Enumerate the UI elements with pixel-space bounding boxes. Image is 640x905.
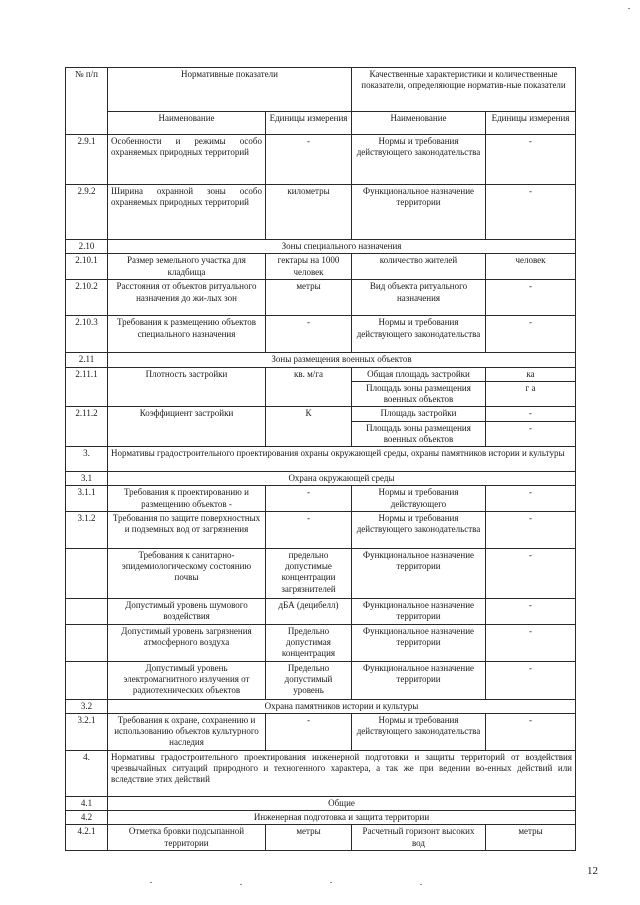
section-row (66, 353, 576, 367)
scan-speck (330, 882, 332, 883)
row-unit: - (266, 135, 352, 185)
row-number: 2.10.3 (66, 316, 108, 353)
row-char-unit: - (486, 421, 576, 447)
row-number: 4.1 (66, 796, 108, 810)
row-unit: - (266, 713, 352, 750)
row-number: 2.10.2 (66, 280, 108, 316)
row-characteristic: Функциональное назначение территории (352, 661, 486, 699)
row-unit: километры (266, 185, 352, 240)
table-row (66, 624, 576, 661)
row-characteristic: Нормы и требования действующего (352, 486, 486, 512)
table-row (66, 713, 576, 750)
header-num: № п/п (66, 68, 108, 135)
row-char-unit: - (486, 548, 576, 598)
table-row (66, 661, 576, 699)
table-row (66, 825, 576, 851)
row-char-unit: - (486, 407, 576, 421)
row-number: 3.1.1 (66, 486, 108, 512)
scan-speck (420, 884, 422, 885)
section-title: Зоны размещения военных объектов (108, 353, 576, 367)
row-number: 4.2.1 (66, 825, 108, 851)
header-name: Наименование (108, 112, 266, 135)
row-name: Размер земельного участка для кладбища (108, 254, 266, 280)
row-char-unit: - (486, 624, 576, 661)
table-row (66, 135, 576, 185)
norms-table (65, 67, 576, 851)
row-characteristic: Расчетный горизонт высоких вод (352, 825, 486, 851)
row-unit: метры (266, 825, 352, 851)
row-unit: дБА (децибелл) (266, 598, 352, 624)
wide-text: Нормативы градостроительного проектирования инженерной подготовки и защиты территорий от воздействия чрезвычайных ситуаций природного и техногенного характера, а так же при ведении во-енных действий или вследствие этих действий (108, 750, 576, 796)
row-unit: метры (266, 280, 352, 316)
row-number: 3. (66, 447, 108, 472)
row-unit: - (266, 486, 352, 512)
header-norm-indicators: Нормативные показатели (108, 68, 352, 112)
section-row (66, 240, 576, 254)
row-characteristic: Нормы и требования действующего законодательства (352, 135, 486, 185)
row-char-unit: - (486, 511, 576, 548)
row-characteristic: Площадь зоны размещения военных объектов (352, 421, 486, 447)
row-name: Допустимый уровень шумового воздействия (108, 598, 266, 624)
row-name: Допустимый уровень загрязнения атмосферного воздуха (108, 624, 266, 661)
row-char-unit: - (486, 316, 576, 353)
header-units2: Единицы измерения (486, 112, 576, 135)
row-characteristic: Нормы и требования действующего законодательства (352, 713, 486, 750)
section-row (66, 699, 576, 713)
row-characteristic: Нормы и требования действующего законодательства (352, 511, 486, 548)
section-title: Охрана памятников истории и культуры (108, 699, 576, 713)
scan-speck (150, 882, 152, 883)
row-name: Требования к санитарно-эпидемиологическому состоянию почвы (108, 548, 266, 598)
row-char-unit: - (486, 713, 576, 750)
row-char-unit: - (486, 598, 576, 624)
row-char-unit: - (486, 661, 576, 699)
row-characteristic: Общая площадь застройки (352, 367, 486, 381)
section-row (66, 796, 576, 810)
row-unit: К (266, 407, 352, 447)
header-row (66, 68, 576, 112)
row-unit: Предельно допустимый уровень (266, 661, 352, 699)
row-number: 3.1.2 (66, 511, 108, 548)
row-characteristic: Функциональное назначение территории (352, 548, 486, 598)
section-title: Инженерная подготовка и защита территории (108, 811, 576, 825)
table-row (66, 598, 576, 624)
table-row (66, 316, 576, 353)
row-unit: Предельно допустимая концентрация (266, 624, 352, 661)
row-name: Коэффициент застройки (108, 407, 266, 447)
row-characteristic: Нормы и требования действующего законодательства (352, 316, 486, 353)
row-unit: кв. м/га (266, 367, 352, 407)
row-number (66, 598, 108, 624)
section-row (66, 472, 576, 486)
row-char-unit: - (486, 486, 576, 512)
row-number: 2.11.2 (66, 407, 108, 447)
row-name: Отметка бровки подсыпанной территории (108, 825, 266, 851)
row-char-unit: человек (486, 254, 576, 280)
table-row (66, 367, 576, 381)
row-name: Особенности и режимы особо охраняемых природных территорий (108, 135, 266, 185)
row-name: Требования по защите поверхностных и подземных вод от загрязнения (108, 511, 266, 548)
section-title: Зоны специального назначения (108, 240, 576, 254)
wide-row (66, 750, 576, 796)
section-title: Общие (108, 796, 576, 810)
row-unit: - (266, 316, 352, 353)
row-name: Расстояния от объектов ритуального назначения до жи-лых зон (108, 280, 266, 316)
row-number: 2.10.1 (66, 254, 108, 280)
row-char-unit: - (486, 280, 576, 316)
row-characteristic: Функциональное назначение территории (352, 598, 486, 624)
section-row (66, 811, 576, 825)
section-title: Охрана окружающей среды (108, 472, 576, 486)
row-unit: гектары на 1000 человек (266, 254, 352, 280)
row-number: 3.2 (66, 699, 108, 713)
row-name: Плотность застройки (108, 367, 266, 407)
row-number (66, 548, 108, 598)
header-units: Единицы измерения (266, 112, 352, 135)
row-characteristic: Площадь зоны размещения военных объектов (352, 381, 486, 407)
header-name2: Наименование (352, 112, 486, 135)
row-number (66, 624, 108, 661)
row-name: Допустимый уровень электромагнитного излучения от радиотехнических объектов (108, 661, 266, 699)
table-row (66, 185, 576, 240)
header-quality: Качественные характеристики и количественные показатели, определяющие норматив-ные показатели (352, 68, 576, 112)
table-row (66, 511, 576, 548)
row-characteristic: Функциональное назначение территории (352, 624, 486, 661)
table-row (66, 486, 576, 512)
row-name: Ширина охранной зоны особо охраняемых природных территорий (108, 185, 266, 240)
row-characteristic: Функциональное назначение территории (352, 185, 486, 240)
row-number: 3.1 (66, 472, 108, 486)
row-name: Требования к охране, сохранению и использованию объектов культурного наследия (108, 713, 266, 750)
header-subrow (66, 112, 576, 135)
row-number: 2.11 (66, 353, 108, 367)
row-characteristic: Вид объекта ритуального назначения (352, 280, 486, 316)
scan-speck (628, 8, 630, 9)
row-number: 4. (66, 750, 108, 796)
table-row (66, 254, 576, 280)
row-number (66, 661, 108, 699)
row-number: 2.10 (66, 240, 108, 254)
row-number: 4.2 (66, 811, 108, 825)
row-char-unit: - (486, 135, 576, 185)
table-row (66, 280, 576, 316)
row-char-unit: ка (486, 367, 576, 381)
row-unit: предельно допустимые концентрации загрязнителей (266, 548, 352, 598)
row-number: 3.2.1 (66, 713, 108, 750)
table-row (66, 548, 576, 598)
row-number: 2.9.1 (66, 135, 108, 185)
row-name: Требования к размещению объектов специального назначения (108, 316, 266, 353)
scan-speck (240, 884, 242, 885)
table-row (66, 407, 576, 421)
row-number: 2.9.2 (66, 185, 108, 240)
page-number: 12 (587, 865, 598, 877)
row-characteristic: количество жителей (352, 254, 486, 280)
row-name: Требования к проектированию и размещению объектов - (108, 486, 266, 512)
row-char-unit: метры (486, 825, 576, 851)
row-number: 2.11.1 (66, 367, 108, 407)
wide-text: Нормативы градостроительного проектирования охраны окружающей среды, охраны памятников истории и культуры (108, 447, 576, 472)
row-characteristic: Площадь застройки (352, 407, 486, 421)
row-char-unit: г а (486, 381, 576, 407)
row-char-unit: - (486, 185, 576, 240)
wide-row (66, 447, 576, 472)
row-unit: - (266, 511, 352, 548)
